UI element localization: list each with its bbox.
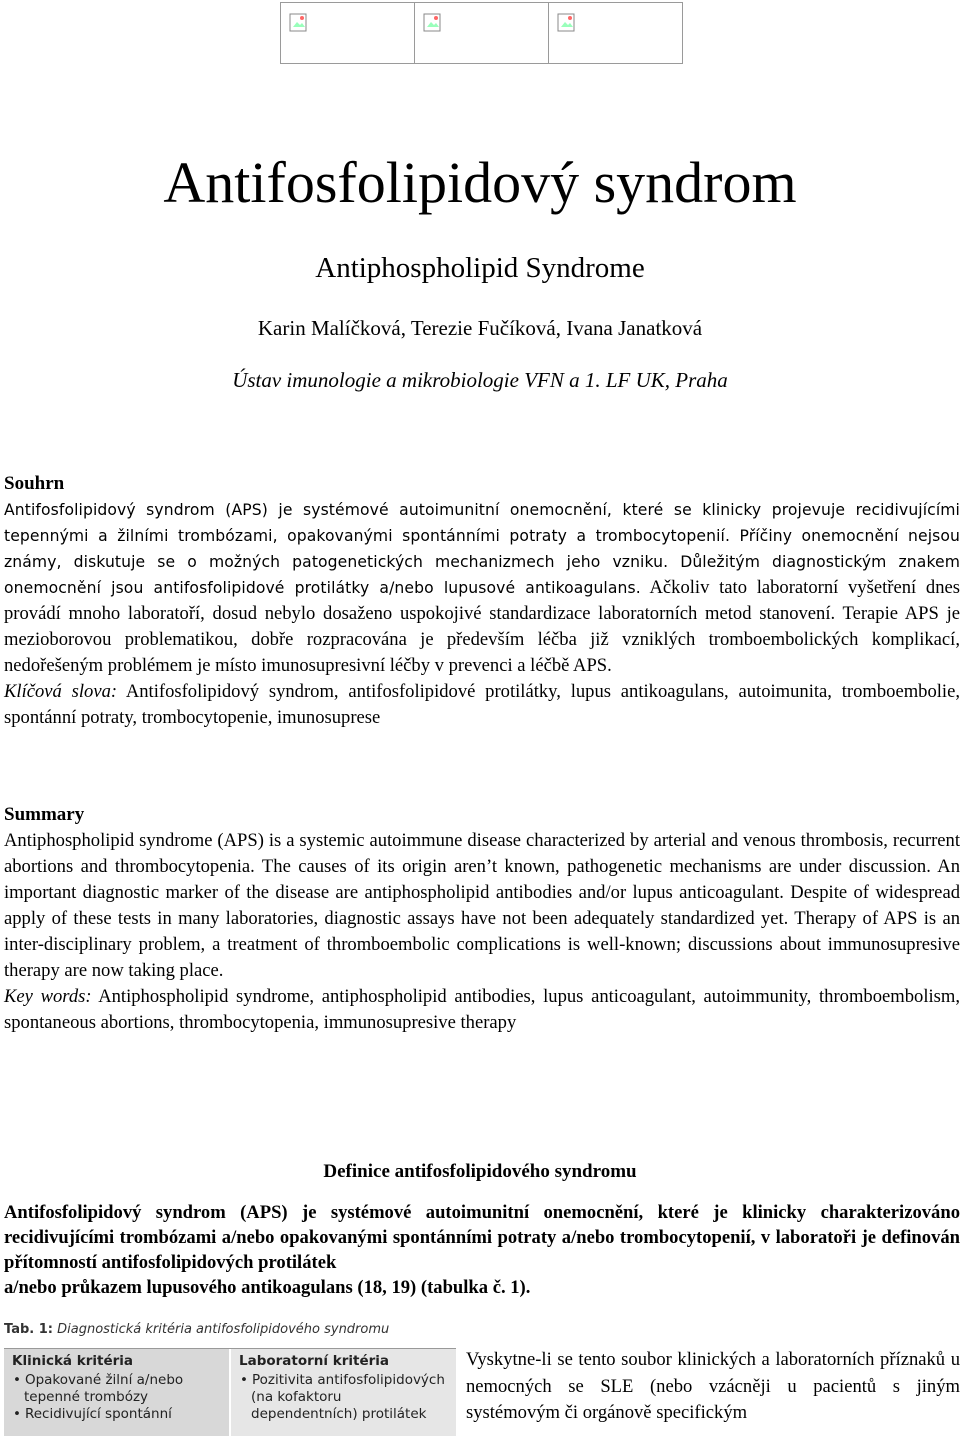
clinical-criteria-heading: Klinická kritéria	[12, 1353, 134, 1369]
image-placeholder-strip	[280, 2, 682, 64]
table-caption-label: Tab. 1:	[4, 1322, 53, 1337]
souhrn-paragraph	[4, 497, 960, 731]
definition-heading: Definice antifosfolipidového syndromu	[323, 1161, 637, 1182]
summary-paragraph	[4, 828, 960, 1036]
summary-keywords-label: Key words:	[4, 986, 92, 1007]
criteria-table	[4, 1348, 456, 1436]
summary-text: Antiphospholipid syndrome (APS) is a systemic autoimmune disease characterized by arterial and venous thrombosis, recurrent abortions and thrombocytopenia. The causes of its origin aren’t known, pathogenetic mechanisms are under discussion. An important diagnostic marker of the disease are antiphospholipid antibodies and/or lupus anticoagulant. Despite of widespread apply of these tests in many laboratories, diagnostic assays have not been adequately standardized yet. Therapy of APS is an inter-disciplinary problem, a treatment of thromboembolic complications is well-known; discussions about immunosupresive therapy are now taking place.	[4, 830, 960, 981]
clinical-criteria-column	[4, 1349, 231, 1436]
souhrn-heading: Souhrn	[4, 473, 65, 494]
image-placeholder	[414, 2, 549, 64]
body-text-continued: Vyskytne-li se tento soubor klinických a laboratorních příznaků u nemocných se SLE (nebo vzácněji u pacientů s jiným systémovým či orgánově specifickým	[466, 1349, 960, 1423]
souhrn-keywords-label: Klíčová slova:	[4, 681, 118, 702]
souhrn-text-3: Terapie APS je mezioborovou problematikou, dobře rozpracována je především léčba již vzniklých tromboembolických komplikací, nedořešeným problémem je místo imunosupresivní léčby v prevenci a léčbě APS.	[4, 603, 960, 676]
image-placeholder-icon	[423, 11, 445, 33]
table-caption	[4, 1322, 389, 1337]
souhrn-keywords: Antifosfolipidový syndrom, antifosfolipidové protilátky, lupus antikoagulans, autoimunita, tromboembolie, spontánní potraty, trombocytopenie, imunosuprese	[4, 681, 960, 728]
image-placeholder-icon	[557, 11, 579, 33]
lab-criteria-item: • Pozitivita antifosfolipidových (na kofaktoru dependentních) protilátek	[251, 1372, 448, 1423]
image-placeholder	[280, 2, 415, 64]
page-title: Antifosfolipidový syndrom	[163, 150, 797, 215]
definition-text: Antifosfolipidový syndrom (APS) je systémové autoimunitní onemocnění, které je klinicky charakterizováno recidivujícími trombózami a/nebo opakovanými spontánními potraty a/nebo trombocytopenií, v laboratoři je definován přítomností antifosfolipidových protilátek	[4, 1202, 960, 1273]
table-caption-text: Diagnostická kritéria antifosfolipidového syndromu	[52, 1322, 390, 1337]
clinical-criteria-item: • Recidivující spontánní	[24, 1406, 221, 1423]
lab-criteria-column	[231, 1349, 456, 1436]
image-placeholder-icon	[289, 11, 311, 33]
souhrn-text-1: Antifosfolipidový syndrom (APS) je systémové autoimunitní onemocnění, které se klinicky projevuje recidivujícími tepennými a žilními trombózami, opakovanými spontánními potraty a trombocytopenií. Příčiny onemocnění nejsou známy, diskutuje se o možných patogenetických mechanizmech jeho vzniku. Důležitým diagnostickým znakem onemocnění jsou antifosfolipidové protilátky a/nebo lupusové antikoagulans.	[4, 501, 960, 597]
affiliation: Ústav imunologie a mikrobiologie VFN a 1. LF UK, Praha	[232, 368, 728, 392]
lab-criteria-heading: Laboratorní kritéria	[239, 1353, 390, 1369]
souhrn-text-2: Ačkoliv tato laboratorní vyšetření dnes provádí mnoho laboratoří, dosud nebylo dosaženo uspokojivé standardizace laboratorních metod stanovení.	[4, 577, 960, 624]
summary-heading: Summary	[4, 804, 85, 825]
image-placeholder	[548, 2, 683, 64]
definition-text: a/nebo průkazem lupusového antikoagulans (18, 19) (tabulka č. 1).	[4, 1277, 531, 1298]
summary-keywords: Antiphospholipid syndrome, antiphospholipid antibodies, lupus anticoagulant, autoimmunity, thromboembolism, spontaneous abortions, thrombocytopenia, immunosupresive therapy	[4, 986, 960, 1033]
definition-paragraph	[4, 1200, 960, 1300]
clinical-criteria-item: • Opakované žilní a/nebo tepenné trombózy	[24, 1372, 221, 1406]
authors: Karin Malíčková, Terezie Fučíková, Ivana Janatková	[257, 316, 703, 340]
page-subtitle: Antiphospholipid Syndrome	[315, 252, 645, 284]
